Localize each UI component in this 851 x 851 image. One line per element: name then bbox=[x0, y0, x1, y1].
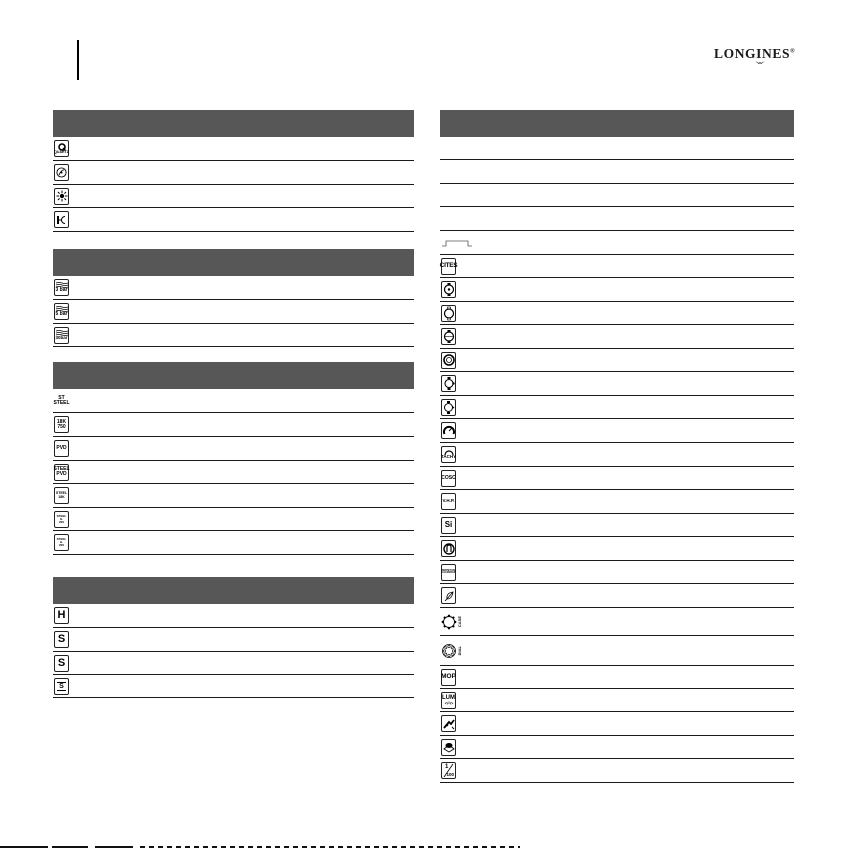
steel-gold-cap-alt-icon bbox=[54, 534, 69, 551]
table-row bbox=[440, 636, 794, 666]
pvd-icon bbox=[54, 440, 69, 457]
table-row bbox=[440, 490, 794, 514]
water-resistance-30bar-icon bbox=[54, 327, 69, 344]
cosc-label: COSC bbox=[441, 474, 456, 481]
table-row bbox=[440, 325, 794, 349]
winged-hourglass-icon bbox=[755, 60, 765, 65]
table-row bbox=[440, 137, 794, 160]
left-section-water-resistance bbox=[53, 249, 414, 347]
table-row bbox=[440, 712, 794, 736]
table-row bbox=[440, 467, 794, 490]
table-row bbox=[53, 324, 414, 347]
steel-gold-cap-alt-line-2: G. bbox=[59, 540, 64, 544]
table-row bbox=[53, 137, 414, 161]
steel-gold-cap-line-1: STEEL bbox=[56, 513, 67, 518]
table-row bbox=[53, 389, 414, 413]
steel-gold-cap-icon bbox=[54, 511, 69, 528]
cites-icon bbox=[441, 258, 456, 275]
table-row bbox=[440, 443, 794, 467]
steel-pvd-line-2: PVD bbox=[56, 471, 67, 477]
right-section-features bbox=[440, 110, 794, 783]
crown-icon bbox=[54, 211, 69, 228]
quartz-icon bbox=[54, 140, 69, 157]
steel-18k-line-1: STEEL bbox=[55, 491, 68, 495]
table-row bbox=[440, 608, 794, 636]
brand-logo bbox=[714, 46, 795, 62]
tachy-label: TACHY bbox=[440, 453, 457, 459]
brand-logo-text: LONGINES bbox=[714, 46, 791, 61]
table-row bbox=[440, 207, 794, 231]
left-section-materials bbox=[53, 362, 414, 555]
table-row bbox=[53, 300, 414, 324]
silicon-label: Si bbox=[444, 520, 453, 529]
gold-18k-icon bbox=[54, 416, 69, 433]
left-section-hands bbox=[53, 577, 414, 698]
lum-icon bbox=[441, 692, 456, 709]
hundredth-numerator: 1 bbox=[445, 764, 449, 770]
dial-diamonds-icon bbox=[441, 643, 462, 659]
hand-s-lines-label: S bbox=[59, 682, 64, 690]
case-dot-icon bbox=[441, 281, 456, 298]
tachymeter-bezel-icon bbox=[441, 422, 456, 439]
pvd-label: PVD bbox=[56, 445, 67, 451]
stainless-steel-icon bbox=[54, 392, 69, 409]
steel-line-2: STEEL bbox=[53, 399, 70, 406]
hand-s-label: S bbox=[57, 633, 66, 645]
wr-30bar-label: 30bar bbox=[55, 334, 68, 340]
rotating-bezel-icon bbox=[441, 352, 456, 369]
section-header-bar bbox=[440, 110, 794, 137]
caseback-icon bbox=[441, 739, 456, 756]
wr-5bar-label: 5 bar bbox=[55, 311, 68, 317]
case-gem-icon bbox=[441, 375, 456, 392]
header-vertical-rule bbox=[77, 40, 79, 80]
hand-s-lines-icon bbox=[54, 678, 69, 695]
table-row bbox=[53, 628, 414, 652]
section-header-bar bbox=[53, 249, 414, 276]
vhp-icon bbox=[441, 493, 456, 510]
table-row bbox=[440, 584, 794, 608]
wr-3bar-label: 3 bar bbox=[55, 287, 68, 293]
dial-sparkle-icon bbox=[54, 188, 69, 205]
table-row bbox=[440, 689, 794, 712]
table-row bbox=[440, 759, 794, 783]
hundredth-denominator: 100 bbox=[446, 771, 454, 777]
table-row bbox=[53, 652, 414, 675]
case-crown-gem-icon bbox=[441, 399, 456, 416]
steel-pvd-line-1: STEEL bbox=[53, 466, 70, 472]
section-header-bar bbox=[53, 110, 414, 137]
cosc-icon bbox=[441, 470, 456, 487]
vhp-label: V.H.P. bbox=[442, 498, 455, 504]
table-row bbox=[53, 185, 414, 208]
case-side-label: CASE bbox=[457, 615, 462, 628]
bracket-icon bbox=[442, 234, 472, 252]
table-row bbox=[53, 413, 414, 437]
table-row bbox=[53, 675, 414, 698]
quartz-label: QUARTZ bbox=[54, 149, 69, 154]
table-row bbox=[53, 437, 414, 461]
table-row bbox=[440, 537, 794, 561]
case-diamonds-icon bbox=[441, 614, 462, 630]
left-section-movement bbox=[53, 110, 414, 232]
hand-s-outline-icon bbox=[54, 655, 69, 672]
case-dot-outline-icon bbox=[441, 305, 456, 322]
steel-gold-cap-line-3: 200 bbox=[58, 519, 64, 524]
table-row bbox=[53, 461, 414, 484]
table-row bbox=[53, 276, 414, 300]
feather-icon bbox=[441, 587, 456, 604]
mop-label: MOP bbox=[441, 672, 456, 680]
mop-icon bbox=[441, 669, 456, 686]
table-row bbox=[53, 508, 414, 531]
table-row bbox=[440, 278, 794, 302]
table-row bbox=[440, 231, 794, 255]
perpetual-calendar-icon bbox=[441, 564, 456, 581]
hundredth-icon bbox=[441, 762, 456, 779]
table-row bbox=[440, 666, 794, 689]
table-row bbox=[440, 184, 794, 207]
case-dot-outline-alt-icon bbox=[441, 328, 456, 345]
cites-label: CITES bbox=[439, 261, 458, 269]
hand-s-icon bbox=[54, 631, 69, 648]
hand-s-outline-label: S bbox=[57, 656, 66, 669]
hand-h-icon bbox=[54, 607, 69, 624]
steel-18k-icon bbox=[54, 487, 69, 504]
table-row bbox=[440, 736, 794, 759]
table-row bbox=[440, 160, 794, 184]
strap-change-icon bbox=[441, 715, 456, 732]
steel-gold-cap-alt-line-1: STEEL bbox=[56, 537, 67, 541]
table-row bbox=[440, 255, 794, 278]
water-resistance-3bar-icon bbox=[54, 279, 69, 296]
perpetual-line-2: CALENDAR bbox=[441, 571, 456, 574]
dial-side-label: DIAL bbox=[457, 645, 462, 656]
table-row bbox=[53, 484, 414, 508]
table-row bbox=[440, 561, 794, 584]
steel-gold-cap-alt-line-3: 200 bbox=[58, 543, 64, 547]
silicon-icon bbox=[441, 517, 456, 534]
steel-line-1: ST bbox=[58, 394, 65, 401]
automatic-rotor-icon bbox=[54, 164, 69, 181]
steel-18k-line-2: 18K bbox=[58, 494, 65, 499]
table-row bbox=[53, 208, 414, 232]
table-row bbox=[53, 531, 414, 555]
table-row bbox=[440, 514, 794, 537]
tachy-icon bbox=[441, 446, 456, 463]
lum-label: LUM bbox=[442, 695, 455, 701]
steel-pvd-icon bbox=[54, 464, 69, 481]
anti-magnetic-icon bbox=[441, 540, 456, 557]
table-row bbox=[440, 372, 794, 396]
table-row bbox=[440, 349, 794, 372]
brand-logo-mark: ® bbox=[790, 48, 796, 55]
hand-h-label: H bbox=[57, 609, 66, 621]
perpetual-line-1: PERPETUAL bbox=[440, 568, 457, 572]
table-row bbox=[440, 419, 794, 443]
section-header-bar bbox=[53, 362, 414, 389]
gold-line-2: 750 bbox=[57, 423, 66, 430]
gold-line-1: 18K bbox=[56, 418, 67, 425]
table-row bbox=[440, 396, 794, 419]
table-row bbox=[53, 604, 414, 628]
section-header-bar bbox=[53, 577, 414, 604]
table-row bbox=[440, 302, 794, 325]
footer-marks bbox=[0, 846, 560, 849]
water-resistance-5bar-icon bbox=[54, 303, 69, 320]
steel-gold-cap-line-2: G. bbox=[59, 516, 64, 521]
table-row bbox=[53, 161, 414, 185]
